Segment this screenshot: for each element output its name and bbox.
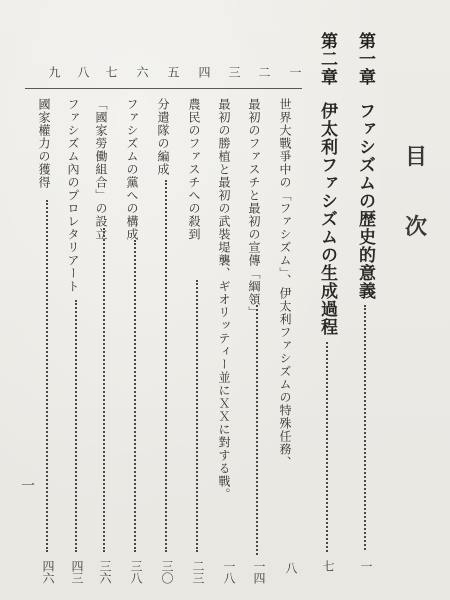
chapter-2-page: 七 (321, 560, 335, 572)
chapter-2-label: 第二章 (317, 32, 337, 86)
section-3-title: 最初の勝植と最初の武裝堤襲、ギオリッティー並にＸＸに對する戰。 (217, 98, 231, 501)
section-8-page: 四三 (70, 560, 84, 584)
section-9-title: 國家權力の獲得 (37, 98, 51, 189)
section-4-page: 二三 (191, 560, 205, 584)
section-1-page: 八 (284, 562, 298, 574)
section-2-leader (256, 305, 259, 555)
section-8-title: ファシズム內のプロレタリアート (66, 98, 80, 293)
chapter-1-label: 第一章 (355, 32, 375, 86)
section-5-title: 分遣隊の編成 (156, 98, 170, 176)
section-5-page: 三〇 (160, 560, 174, 584)
section-5-number: 五 (166, 66, 180, 78)
section-4-leader (196, 280, 199, 552)
section-6-leader (134, 240, 137, 552)
section-2-page: 一四 (252, 560, 266, 584)
section-9-page: 四六 (41, 560, 55, 584)
section-7-number: 七 (104, 66, 118, 78)
chapter-2-title: 伊太利ファシズムの生成過程 (317, 102, 337, 336)
chapter-1-title: ファシズムの歴史的意義 (355, 102, 375, 300)
section-1-number: 一 (288, 66, 302, 78)
section-6-page: 三八 (129, 560, 143, 584)
footer-page-marker: 一 (19, 478, 35, 492)
toc-title-char1: 目 (405, 144, 428, 170)
section-number-rule (25, 88, 302, 89)
section-8-number: 八 (76, 66, 90, 78)
section-9-leader (46, 200, 49, 552)
section-4-number: 四 (197, 66, 211, 78)
section-5-leader (165, 180, 168, 552)
section-7-title: 「國家勞働組合」の設立 (94, 98, 108, 241)
section-2-number: 二 (257, 66, 271, 78)
section-6-title: ファシズムの黨への構成 (125, 98, 139, 241)
section-2-title: 最初のファスチと最初の宣傳「綱領」 (247, 98, 261, 319)
section-3-page: 一八 (222, 560, 236, 584)
chapter-1-page: 一 (359, 560, 373, 572)
section-4-title: 農民のファスチへの殺到 (187, 98, 201, 241)
section-9-number: 九 (47, 66, 61, 78)
section-3-number: 三 (227, 66, 241, 78)
section-6-number: 六 (135, 66, 149, 78)
toc-title-char2: 次 (405, 214, 428, 240)
section-7-page: 三六 (98, 560, 112, 584)
section-1-title: 世界大戰爭中の「ファシズム」、伊太利ファシズムの特殊任務、 (278, 98, 292, 469)
section-8-leader (75, 300, 78, 552)
section-7-leader (103, 228, 106, 552)
chapter-2-leader (326, 342, 329, 552)
chapter-1-leader (364, 305, 367, 550)
